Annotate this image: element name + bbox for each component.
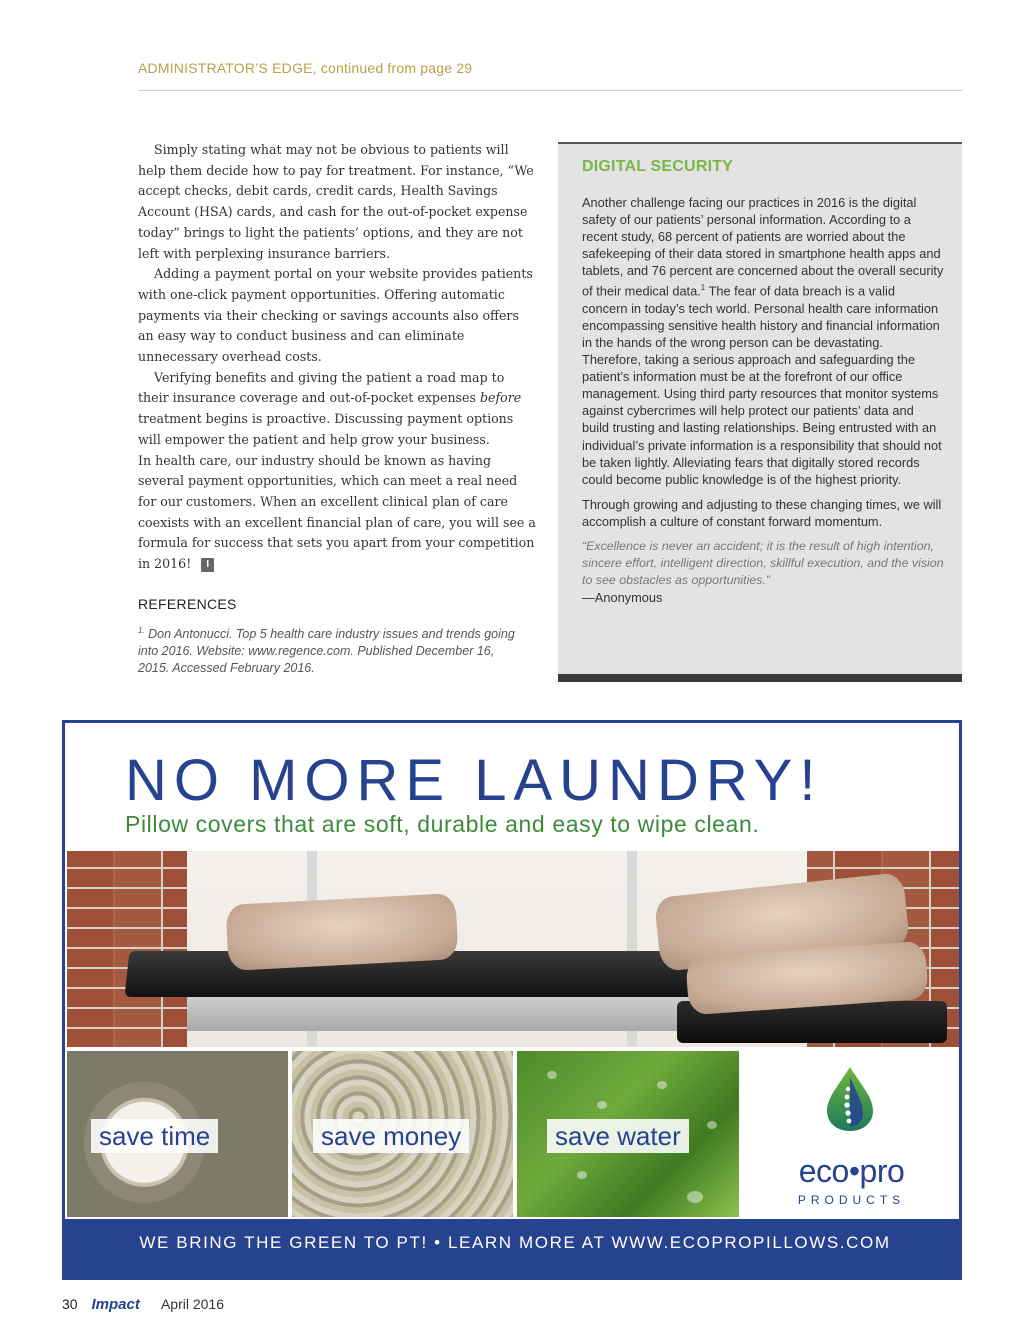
sidebar-p1-b: The fear of data breach is a valid concern in today’s tech world. Personal health care information encompassing sensitive health history and financial information in the hands of the wrong person can be devastating. Therefore, taking a serious approach and safeguarding the patient’s information must be at the forefront of our office management. Using third party resources that monitor systems against cybercrimes will help protect our patients’ data and build trusting and lasting relationships. Being entrusted with an individual’s private information is a responsibility that should not be taken lightly. Alleviating fears that digitally stored records could become public knowledge is of the highest priority. (582, 283, 942, 487)
save-water-label: save water (547, 1119, 689, 1153)
verify-text-b: treatment begins is proactive. Discussing payment options will empower the patient and help grow your business. (138, 411, 514, 447)
sidebar-quote: “Excellence is never an accident; it is the result of high intention, sincere effort, intelligent direction, skillful execution, and the vision to see obstacles as opportunities.” (582, 539, 944, 588)
sidebar-title: DIGITAL SECURITY (582, 158, 734, 175)
page-number: 30 (62, 1296, 78, 1312)
leaf-logo-icon (827, 1067, 873, 1131)
treatment-table-photo (67, 851, 960, 1047)
issue-date: April 2016 (160, 1296, 224, 1312)
digital-security-sidebar (558, 142, 962, 682)
reference-number: 1. (138, 626, 145, 635)
end-mark-icon: I (201, 558, 214, 572)
brand-subtitle: PRODUCTS (797, 1193, 906, 1207)
verify-emphasis: before (479, 390, 522, 406)
ad-headline: NO MORE LAUNDRY! (125, 748, 823, 813)
paragraph-verify-benefits (138, 368, 538, 451)
reference-item (138, 622, 528, 677)
brand-name: eco•pro (798, 1153, 905, 1189)
magazine-name: Impact (91, 1296, 140, 1313)
save-money-label: save money (313, 1119, 469, 1153)
paragraph-payment-portal: Adding a payment portal on your website provides patients with one-click payment opportunities. Offering automatic payments via their checking or savings accounts also offers an easy way to conduct business and can eliminate unnecessary overhead costs. (138, 266, 533, 365)
verify-text-a: Verifying benefits and giving the patient a road map to their insurance coverage and out-of-pocket expenses (138, 369, 505, 406)
article-body (138, 140, 538, 575)
page-footer (62, 1296, 224, 1313)
conclusion-text: In health care, our industry should be known as having several payment opportunities, which can meet a real need for our customers. When an excellent clinical plan of care coexists with an excellent financial plan of care, you will see a formula for success that sets you apart from your competition in 2016! (138, 452, 536, 572)
reference-text: Don Antonucci. Top 5 health care industry issues and trends going into 2016. Website: www.regence.com. Published December 16, 2015. Accessed February 2016. (138, 627, 515, 676)
header-rule (138, 90, 962, 91)
ad-footer-link[interactable]: WE BRING THE GREEN TO PT! • LEARN MORE AT WWW.ECOPROPILLOWS.COM (65, 1219, 962, 1280)
save-time-label: save time (91, 1119, 218, 1153)
running-head: ADMINISTRATOR’S EDGE, continued from page 29 (138, 60, 473, 76)
sidebar-paragraph-2: Through growing and adjusting to these changing times, we will accomplish a culture of constant forward momentum. (582, 496, 942, 529)
paragraph-payment-options: Simply stating what may not be obvious to patients will help them decide how to pay for treatment. For instance, “We accept checks, debit cards, credit cards, Health Savings Account (HSA) cards, and cash for the out-of-pocket expense today” brings to light the patients’ options, and they are not left with perplexing insurance barriers. (138, 142, 534, 261)
quote-attribution: —Anonymous (582, 590, 663, 606)
ecopro-advertisement[interactable] (62, 720, 962, 1280)
sidebar-p1-a: Another challenge facing our practices in 2016 is the digital safety of our patients’ personal information. According to a recent study, 68 percent of patients are worried about the safekeeping of their data stored in smartphone health apps and tablets, and 76 percent are concerned about the overall security of their medical data. (582, 195, 944, 299)
ecopro-logo[interactable] (743, 1051, 960, 1217)
sidebar-citation: 1 (700, 283, 706, 293)
ad-subhead: Pillow covers that are soft, durable and easy to wipe clean. (125, 811, 760, 837)
sidebar-paragraph-1 (582, 194, 944, 488)
paragraph-conclusion (138, 451, 538, 575)
references-title: REFERENCES (138, 596, 237, 612)
